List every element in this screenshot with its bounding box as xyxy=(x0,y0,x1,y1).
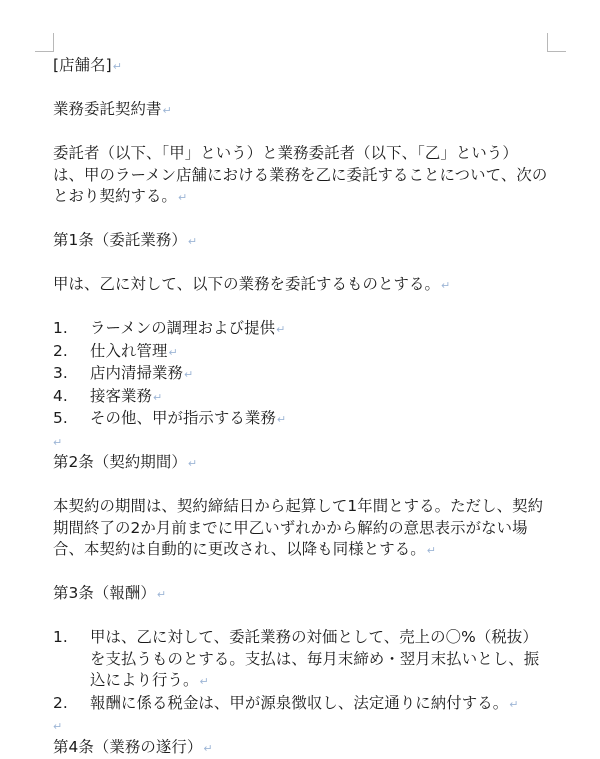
paragraph-mark-icon: ↵ xyxy=(162,104,171,117)
list-item xyxy=(53,318,548,341)
paragraph-mark-icon: ↵ xyxy=(203,742,212,755)
list-item-text: ラーメンの調理および提供 xyxy=(90,319,275,337)
paragraph-mark-icon: ↵ xyxy=(157,588,166,601)
list-item-text: 店内清掃業務 xyxy=(90,364,183,382)
article2-body: 本契約の期間は、契約締結日から起算して1年間とする。ただし、契約期間終了の2か月前までに甲乙いずれかから解約の意思表示がない場合、本契約は自動的に更改され、以降も同様とする。↵ xyxy=(53,496,548,562)
list-number: 2. xyxy=(53,341,90,364)
article3-heading: 第3条（報酬）↵ xyxy=(53,583,548,606)
paragraph-mark-icon: ↵ xyxy=(427,544,436,557)
paragraph-mark-icon: ↵ xyxy=(53,436,62,449)
paragraph-mark-icon: ↵ xyxy=(168,346,177,359)
list-item xyxy=(53,363,548,386)
paragraph-mark-icon: ↵ xyxy=(277,413,286,426)
list-item xyxy=(53,408,548,431)
paragraph-mark-icon: ↵ xyxy=(199,675,208,688)
list-number: 1. xyxy=(53,627,90,693)
paragraph-mark-icon: ↵ xyxy=(184,368,193,381)
list-item-text: 甲は、乙に対して、委託業務の対価として、売上の〇%（税抜）を支払うものとする。支払は、毎月末締め・翌月末払いとし、振込により行う。 xyxy=(90,628,539,689)
paragraph-mark-icon: ↵ xyxy=(178,191,187,204)
document-title: 業務委託契約書↵ xyxy=(53,99,548,122)
article2-heading: 第2条（契約期間）↵ xyxy=(53,452,548,475)
list-item xyxy=(53,386,548,409)
document-body[interactable] xyxy=(53,55,548,759)
paragraph-mark-icon: ↵ xyxy=(276,323,285,336)
paragraph-mark-icon: ↵ xyxy=(509,698,518,711)
article4-heading: 第4条（業務の遂行）↵ xyxy=(53,737,548,759)
paragraph-mark-icon: ↵ xyxy=(188,235,197,248)
intro-paragraph: 委託者（以下、「甲」という）と業務委託者（以下、「乙」という）は、甲のラーメン店舗における業務を乙に委託することについて、次のとおり契約する。↵ xyxy=(53,143,548,209)
paragraph-mark-icon: ↵ xyxy=(153,391,162,404)
list-item-text: 接客業務 xyxy=(90,387,152,405)
margin-corner-top-right xyxy=(547,33,566,52)
store-name: [店舗名] xyxy=(53,56,112,74)
list-item-text: 報酬に係る税金は、甲が源泉徴収し、法定通りに納付する。 xyxy=(90,694,508,712)
list-number: 2. xyxy=(53,693,90,716)
list-number: 1. xyxy=(53,318,90,341)
list-number: 5. xyxy=(53,408,90,431)
list-item xyxy=(53,341,548,364)
paragraph-mark-icon: ↵ xyxy=(441,279,450,292)
store-name-line xyxy=(53,55,548,78)
list-number: 3. xyxy=(53,363,90,386)
paragraph-mark-icon: ↵ xyxy=(188,457,197,470)
list-item-text: 仕入れ管理 xyxy=(90,342,167,360)
paragraph-mark-icon: ↵ xyxy=(53,720,62,733)
margin-corner-top-left xyxy=(35,33,54,52)
paragraph-mark-icon: ↵ xyxy=(113,60,122,73)
article1-heading: 第1条（委託業務）↵ xyxy=(53,230,548,253)
list-number: 4. xyxy=(53,386,90,409)
list-item-text: その他、甲が指示する業務 xyxy=(90,409,276,427)
article1-lead: 甲は、乙に対して、以下の業務を委託するものとする。↵ xyxy=(53,274,548,297)
list-item xyxy=(53,693,548,716)
list-item xyxy=(53,627,548,693)
